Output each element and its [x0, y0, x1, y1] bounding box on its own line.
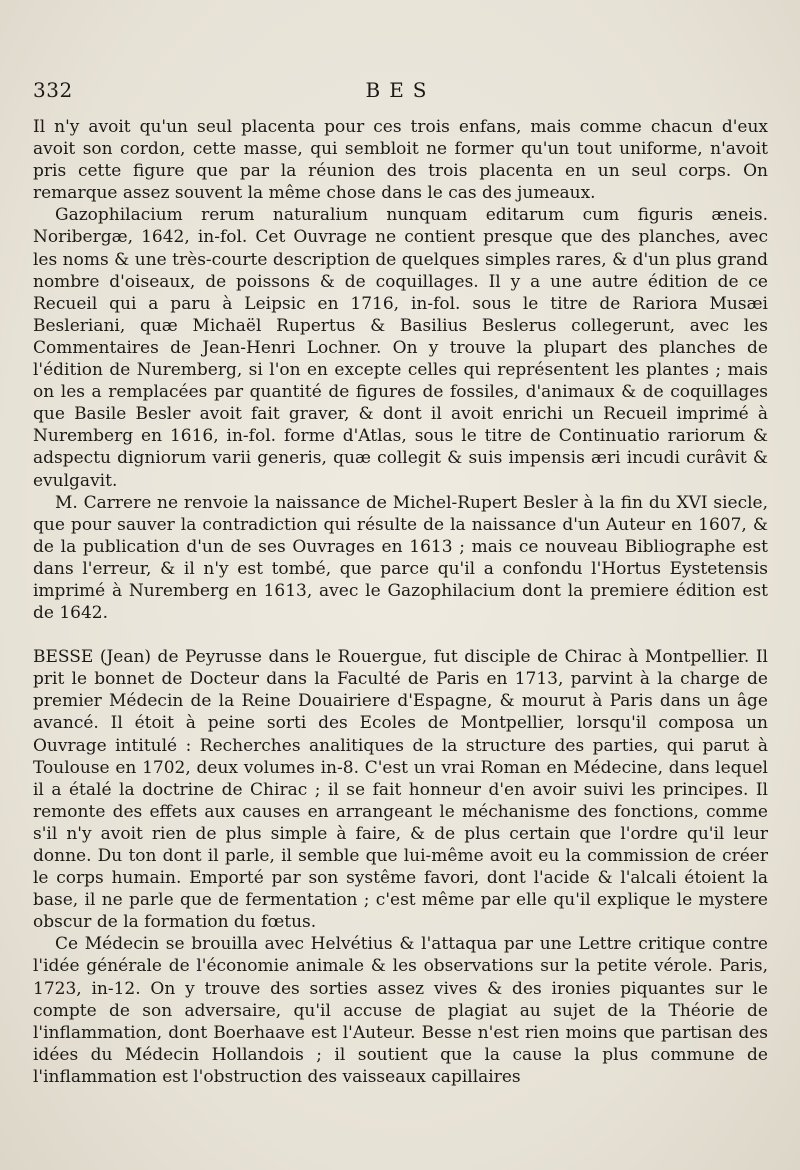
paragraph-carrere: M. Carrere ne renvoie la naissance de Michel-Rupert Besler à la fin du XVI siecle, que pour sauver la contradiction qui résulte de la naissance d'un Auteur en 1607, & de la publication d'un de ses Ouvrages en 1613 ; mais ce nouveau Bibliographe est dans l'erreur, & il n'y est tombé, que parce qu'il a confondu l'Hortus Eystetensis imprimé à Nuremberg en 1613, avec le Gazophilacium dont la premiere édition est de 1642. [33, 492, 768, 624]
paragraph-placenta: Il n'y avoit qu'un seul placenta pour ces trois enfans, mais comme chacun d'eux avoit son cordon, cette masse, qui sembloit ne former qu'un tout uniforme, n'avoit pris cette figure que par la réunion des trois placenta en un seul corps. On remarque assez souvent la même chose dans le cas des jumeaux. [33, 117, 768, 204]
paragraph-helvetius: Ce Médecin se brouilla avec Helvétius & l'attaqua par une Lettre critique contre l'idée générale de l'économie animale & les observations sur la petite vérole. Paris, 1723, in-12. On y trouve des sorties assez vives & des ironies piquantes sur le compte de son adversaire, qu'il accuse de plagiat au sujet de la Théorie de l'inflammation, dont Boerhaave est l'Auteur. Besse n'est rien moins que partisan des idées du Médecin Hollandois ; il soutient que la cause la plus commune de l'inflammation est l'obstruction des vaisseaux capillaires [33, 934, 768, 1087]
running-head: BES [365, 78, 436, 102]
page-header [33, 78, 768, 104]
page-number: 332 [33, 78, 73, 102]
entry-besse: BESSE (Jean) de Peyrusse dans le Rouergue, fut disciple de Chirac à Montpellier. Il prit le bonnet de Docteur dans la Faculté de Paris en 1713, parvint à la charge de premier Médecin de la Reine Douairiere d'Espagne, & mourut à Paris dans un âge avancé. Il étoit à peine sorti des Ecoles de Montpellier, lorsqu'il composa un Ouvrage intitulé : Recherches analitiques de la structure des parties, qui parut à Toulouse en 1702, deux volumes in-8. C'est un vrai Roman en Médecine, dans lequel il a étalé la doctrine de Chirac ; il se fait honneur d'en avoir suivi les principes. Il remonte des effets aux causes en arrangeant le méchanisme des fonctions, comme s'il n'y avoit rien de plus simple à faire, & de plus certain que l'ordre qu'il leur donne. Du ton dont il parle, il semble que lui-même avoit eu la commission de créer le corps humain. Emporté par son systême favori, dont l'acide & l'alcali étoient la base, il ne parle que de fermentation ; c'est même par elle qu'il explique le mystere obscur de la formation du fœtus. [33, 647, 768, 933]
paragraph-gazophilacium: Gazophilacium rerum naturalium nunquam editarum cum figuris æneis. Noribergæ, 1642, in-fol. Cet Ouvrage ne contient presque que des planches, avec les noms & une très-courte description de quelques simples rares, & d'un plus grand nombre d'oiseaux, de poissons & de coquillages. Il y a une autre édition de ce Recueil qui a paru à Leipsic en 1716, in-fol. sous le titre de Rariora Musæi Besleriani, quæ Michaël Rupertus & Basilius Beslerus collegerunt, avec les Commentaires de Jean-Henri Lochner. On y trouve la plupart des planches de l'édition de Nuremberg, si l'on en excepte celles qui représentent les plantes ; mais on les a remplacées par quantité de figures de fossiles, d'animaux & de coquillages que Basile Besler avoit fait graver, & dont il avoit enrichi un Recueil imprimé à Nuremberg en 1616, in-fol. forme d'Atlas, sous le titre de Continuatio rariorum & adspectu digniorum varii generis, quæ collegit & suis impensis æri incudi curâvit & evulgavit. [33, 205, 768, 491]
page-body [33, 116, 768, 1088]
